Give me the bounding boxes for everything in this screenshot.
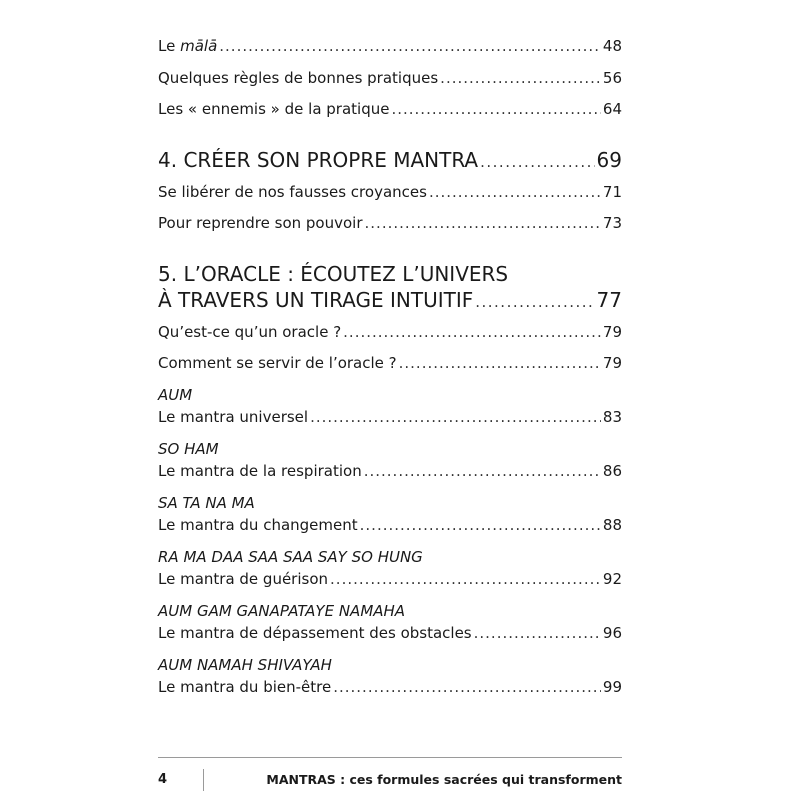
toc-entry-page: 86 bbox=[602, 462, 622, 480]
toc-entry-title: Quelques règles de bonnes pratiques bbox=[158, 69, 439, 87]
toc-chapter-4 bbox=[158, 147, 622, 175]
toc-entry-page: 96 bbox=[602, 624, 622, 642]
toc-entry-regles bbox=[158, 67, 622, 89]
toc-entry-mantra bbox=[158, 568, 622, 590]
footer-separator bbox=[203, 769, 204, 791]
page-number: 4 bbox=[158, 772, 168, 787]
toc-leader-dots bbox=[333, 676, 601, 698]
toc-entry-pouvoir bbox=[158, 212, 622, 234]
toc-leader-dots bbox=[429, 181, 601, 203]
toc-entry-title: Qu’est-ce qu’un oracle ? bbox=[158, 323, 342, 341]
footer-rule bbox=[158, 757, 622, 758]
toc-chapter-page: 69 bbox=[596, 148, 622, 172]
toc-entry-title: Les « ennemis » de la pratique bbox=[158, 100, 390, 118]
toc-leader-dots bbox=[365, 212, 601, 234]
toc-entry-title: Le mantra du changement bbox=[158, 516, 358, 534]
toc-entry-mantra bbox=[158, 622, 622, 644]
toc-leader-dots bbox=[219, 35, 601, 57]
toc-leader-dots bbox=[330, 568, 601, 590]
toc-entry-title: Le mantra de guérison bbox=[158, 570, 329, 588]
toc-entry-page: 83 bbox=[602, 408, 622, 426]
mantra-name: AUM NAMAH SHIVAYAH bbox=[158, 656, 332, 674]
toc-entry-mantra bbox=[158, 406, 622, 428]
toc-entry-page: 99 bbox=[602, 678, 622, 696]
mantra-name: SO HAM bbox=[158, 440, 219, 458]
toc-leader-dots bbox=[474, 622, 601, 644]
toc-entry-page: 79 bbox=[602, 323, 622, 341]
toc-entry-servir-oracle bbox=[158, 352, 622, 374]
toc-entry-page: 64 bbox=[602, 100, 622, 118]
toc-chapter-title: À TRAVERS UN TIRAGE INTUITIF bbox=[158, 288, 474, 312]
mantra-name: AUM bbox=[158, 386, 193, 404]
toc-entry-page: 88 bbox=[602, 516, 622, 534]
toc-entry-title: Le mālā bbox=[158, 37, 218, 55]
toc-entry-page: 92 bbox=[602, 570, 622, 588]
toc-leader-dots bbox=[310, 406, 601, 428]
toc-entry-title: Pour reprendre son pouvoir bbox=[158, 214, 363, 232]
toc-entry-mantra bbox=[158, 676, 622, 698]
toc-leader-dots bbox=[391, 98, 600, 120]
toc-leader-dots bbox=[364, 460, 601, 482]
toc-entry-mantra bbox=[158, 514, 622, 536]
toc-entry-title: Le mantra du bien-être bbox=[158, 678, 332, 696]
toc-entry-page: 48 bbox=[602, 37, 622, 55]
toc-leader-dots bbox=[399, 352, 601, 374]
toc-entry-croyances bbox=[158, 181, 622, 203]
mantra-name: SA TA NA MA bbox=[158, 494, 255, 512]
toc-entry-mantra bbox=[158, 460, 622, 482]
toc-entry-oracle bbox=[158, 321, 622, 343]
toc-entry-ennemis bbox=[158, 98, 622, 120]
toc-leader-dots bbox=[343, 321, 601, 343]
toc-entry-page: 73 bbox=[602, 214, 622, 232]
toc-entry-title: Se libérer de nos fausses croyances bbox=[158, 183, 427, 201]
toc-entry-page: 56 bbox=[602, 69, 622, 87]
toc-leader-dots bbox=[475, 289, 594, 315]
toc-entry-title: Comment se servir de l’oracle ? bbox=[158, 354, 397, 372]
toc-entry-title: Le mantra de la respiration bbox=[158, 462, 362, 480]
toc-chapter-title: 4. CRÉER SON PROPRE MANTRA bbox=[158, 148, 479, 172]
toc-entry-title: Le mantra de dépassement des obstacles bbox=[158, 624, 472, 642]
toc-chapter-5 bbox=[158, 287, 622, 315]
mantra-name: AUM GAM GANAPATAYE NAMAHA bbox=[158, 602, 406, 620]
toc-entry-page: 71 bbox=[602, 183, 622, 201]
mantra-name: RA MA DAA SAA SAA SAY SO HUNG bbox=[158, 548, 423, 566]
running-title: MANTRAS : ces formules sacrées qui transforment bbox=[266, 772, 622, 787]
toc-leader-dots bbox=[480, 149, 594, 175]
toc-entry-page: 79 bbox=[602, 354, 622, 372]
toc-leader-dots bbox=[440, 67, 601, 89]
toc-entry-title: Le mantra universel bbox=[158, 408, 309, 426]
toc-entry-mala bbox=[158, 35, 622, 57]
toc-chapter-page: 77 bbox=[596, 288, 622, 312]
toc-chapter-5-line1: 5. L’ORACLE : ÉCOUTEZ L’UNIVERS bbox=[158, 262, 509, 286]
toc-leader-dots bbox=[360, 514, 601, 536]
